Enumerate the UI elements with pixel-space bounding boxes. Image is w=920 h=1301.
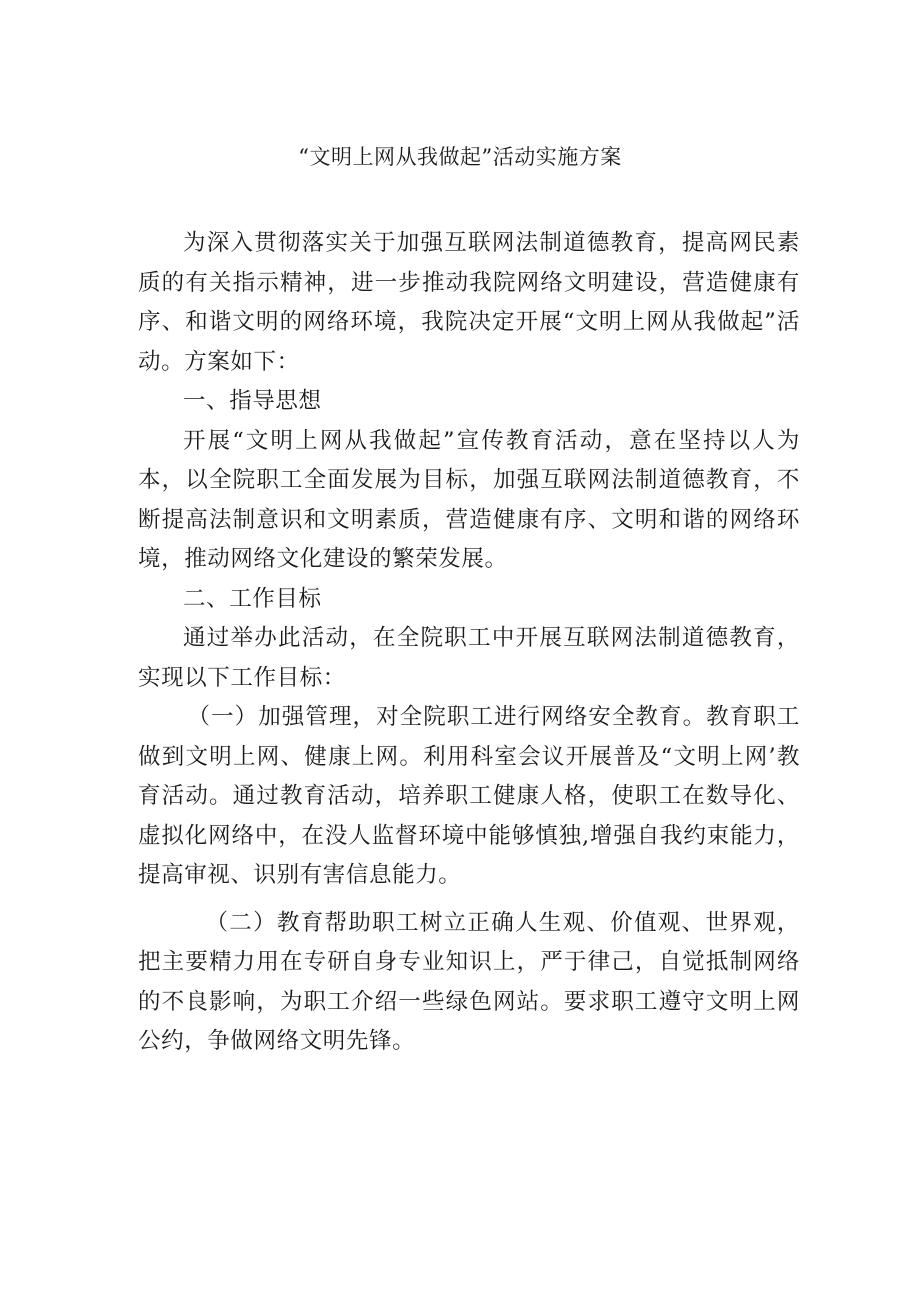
section-heading-work-goals: 二、工作目标 <box>183 585 322 612</box>
document-body <box>138 224 800 1062</box>
goal-item-2-paragraph: （二）教育帮助职工树立正确人生观、价值观、世界观，把主要精力用在专研自身专业知识上，严于律己，自觉抵制网络的不良影响，为职工介绍一些绿色网站。要求职工遵守文明上网公约，争做网络文明先锋。 <box>138 909 800 1054</box>
guiding-ideology-paragraph: 开展“文明上网从我做起”宣传教育活动，意在坚持以人为本，以全院职工全面发展为目标，加强互联网法制道德教育，不断提高法制意识和文明素质，营造健康有序、文明和谐的网络环境，推动网络文化建设的繁荣发展。 <box>138 427 800 572</box>
document-title: “文明上网从我做起”活动实施方案 <box>298 145 622 169</box>
intro-paragraph: 为深入贯彻落实关于加强互联网法制道德教育，提高网民素质的有关指示精神，进一步推动我院网络文明建设，营造健康有序、和谐文明的网络环境，我院决定开展“文明上网从我做起”活动。方案如下： <box>138 230 800 375</box>
work-goals-paragraph: 通过举办此活动，在全院职工中开展互联网法制道德教育，实现以下工作目标： <box>138 625 800 691</box>
goal-item-1-paragraph: （一）加强管理，对全院职工进行网络安全教育。教育职工做到文明上网、健康上网。利用科室会议开展普及“文明上网’教育活动。通过教育活动，培养职工健康人格，使职工在数导化、虚拟化网络中，在没人监督环境中能够慎独,增强自我约束能力，提高审视、识别有害信息能力。 <box>138 704 800 888</box>
section-heading-guiding-ideology: 一、指导思想 <box>183 388 322 414</box>
